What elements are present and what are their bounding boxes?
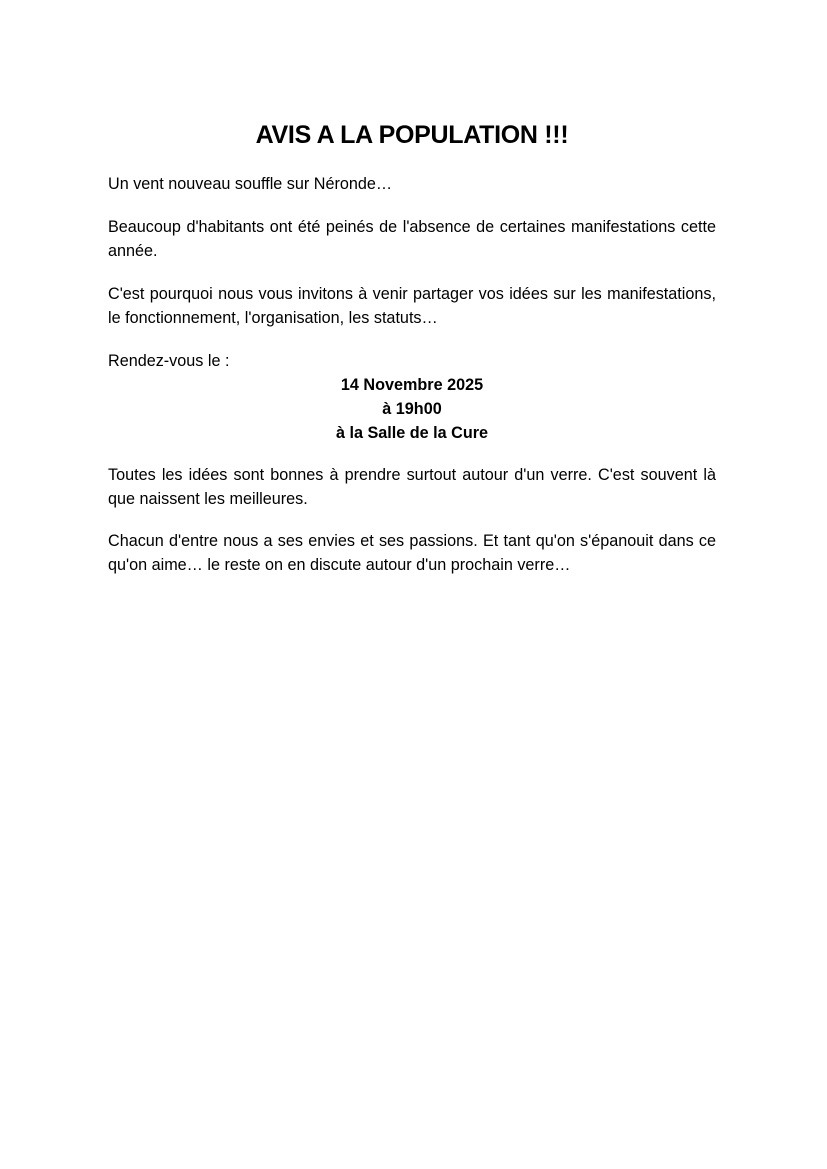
event-date: 14 Novembre 2025 <box>340 376 484 394</box>
invitation-paragraph: C'est pourquoi nous vous invitons à venir partager vos idées sur les manifestations, le fonctionnement, l'organisation, les statuts… <box>108 285 716 327</box>
page-title: AVIS A LA POPULATION !!! <box>255 121 569 149</box>
rendezvous-label: Rendez-vous le : <box>108 352 230 370</box>
event-details <box>108 373 716 445</box>
event-place: à la Salle de la Cure <box>335 424 489 442</box>
event-time: à 19h00 <box>382 400 442 418</box>
ideas-paragraph: Toutes les idées sont bonnes à prendre surtout autour d'un verre. C'est souvent là que naissent les meilleures. <box>108 466 716 508</box>
closing-paragraph: Chacun d'entre nous a ses envies et ses passions. Et tant qu'on s'épanouit dans ce qu'on aime… le reste on en discute autour d'un prochain verre… <box>108 532 716 574</box>
document-page <box>108 116 716 577</box>
intro-paragraph: Un vent nouveau souffle sur Néronde… <box>108 175 393 193</box>
absence-paragraph: Beaucoup d'habitants ont été peinés de l'absence de certaines manifestations cette année. <box>108 218 716 260</box>
